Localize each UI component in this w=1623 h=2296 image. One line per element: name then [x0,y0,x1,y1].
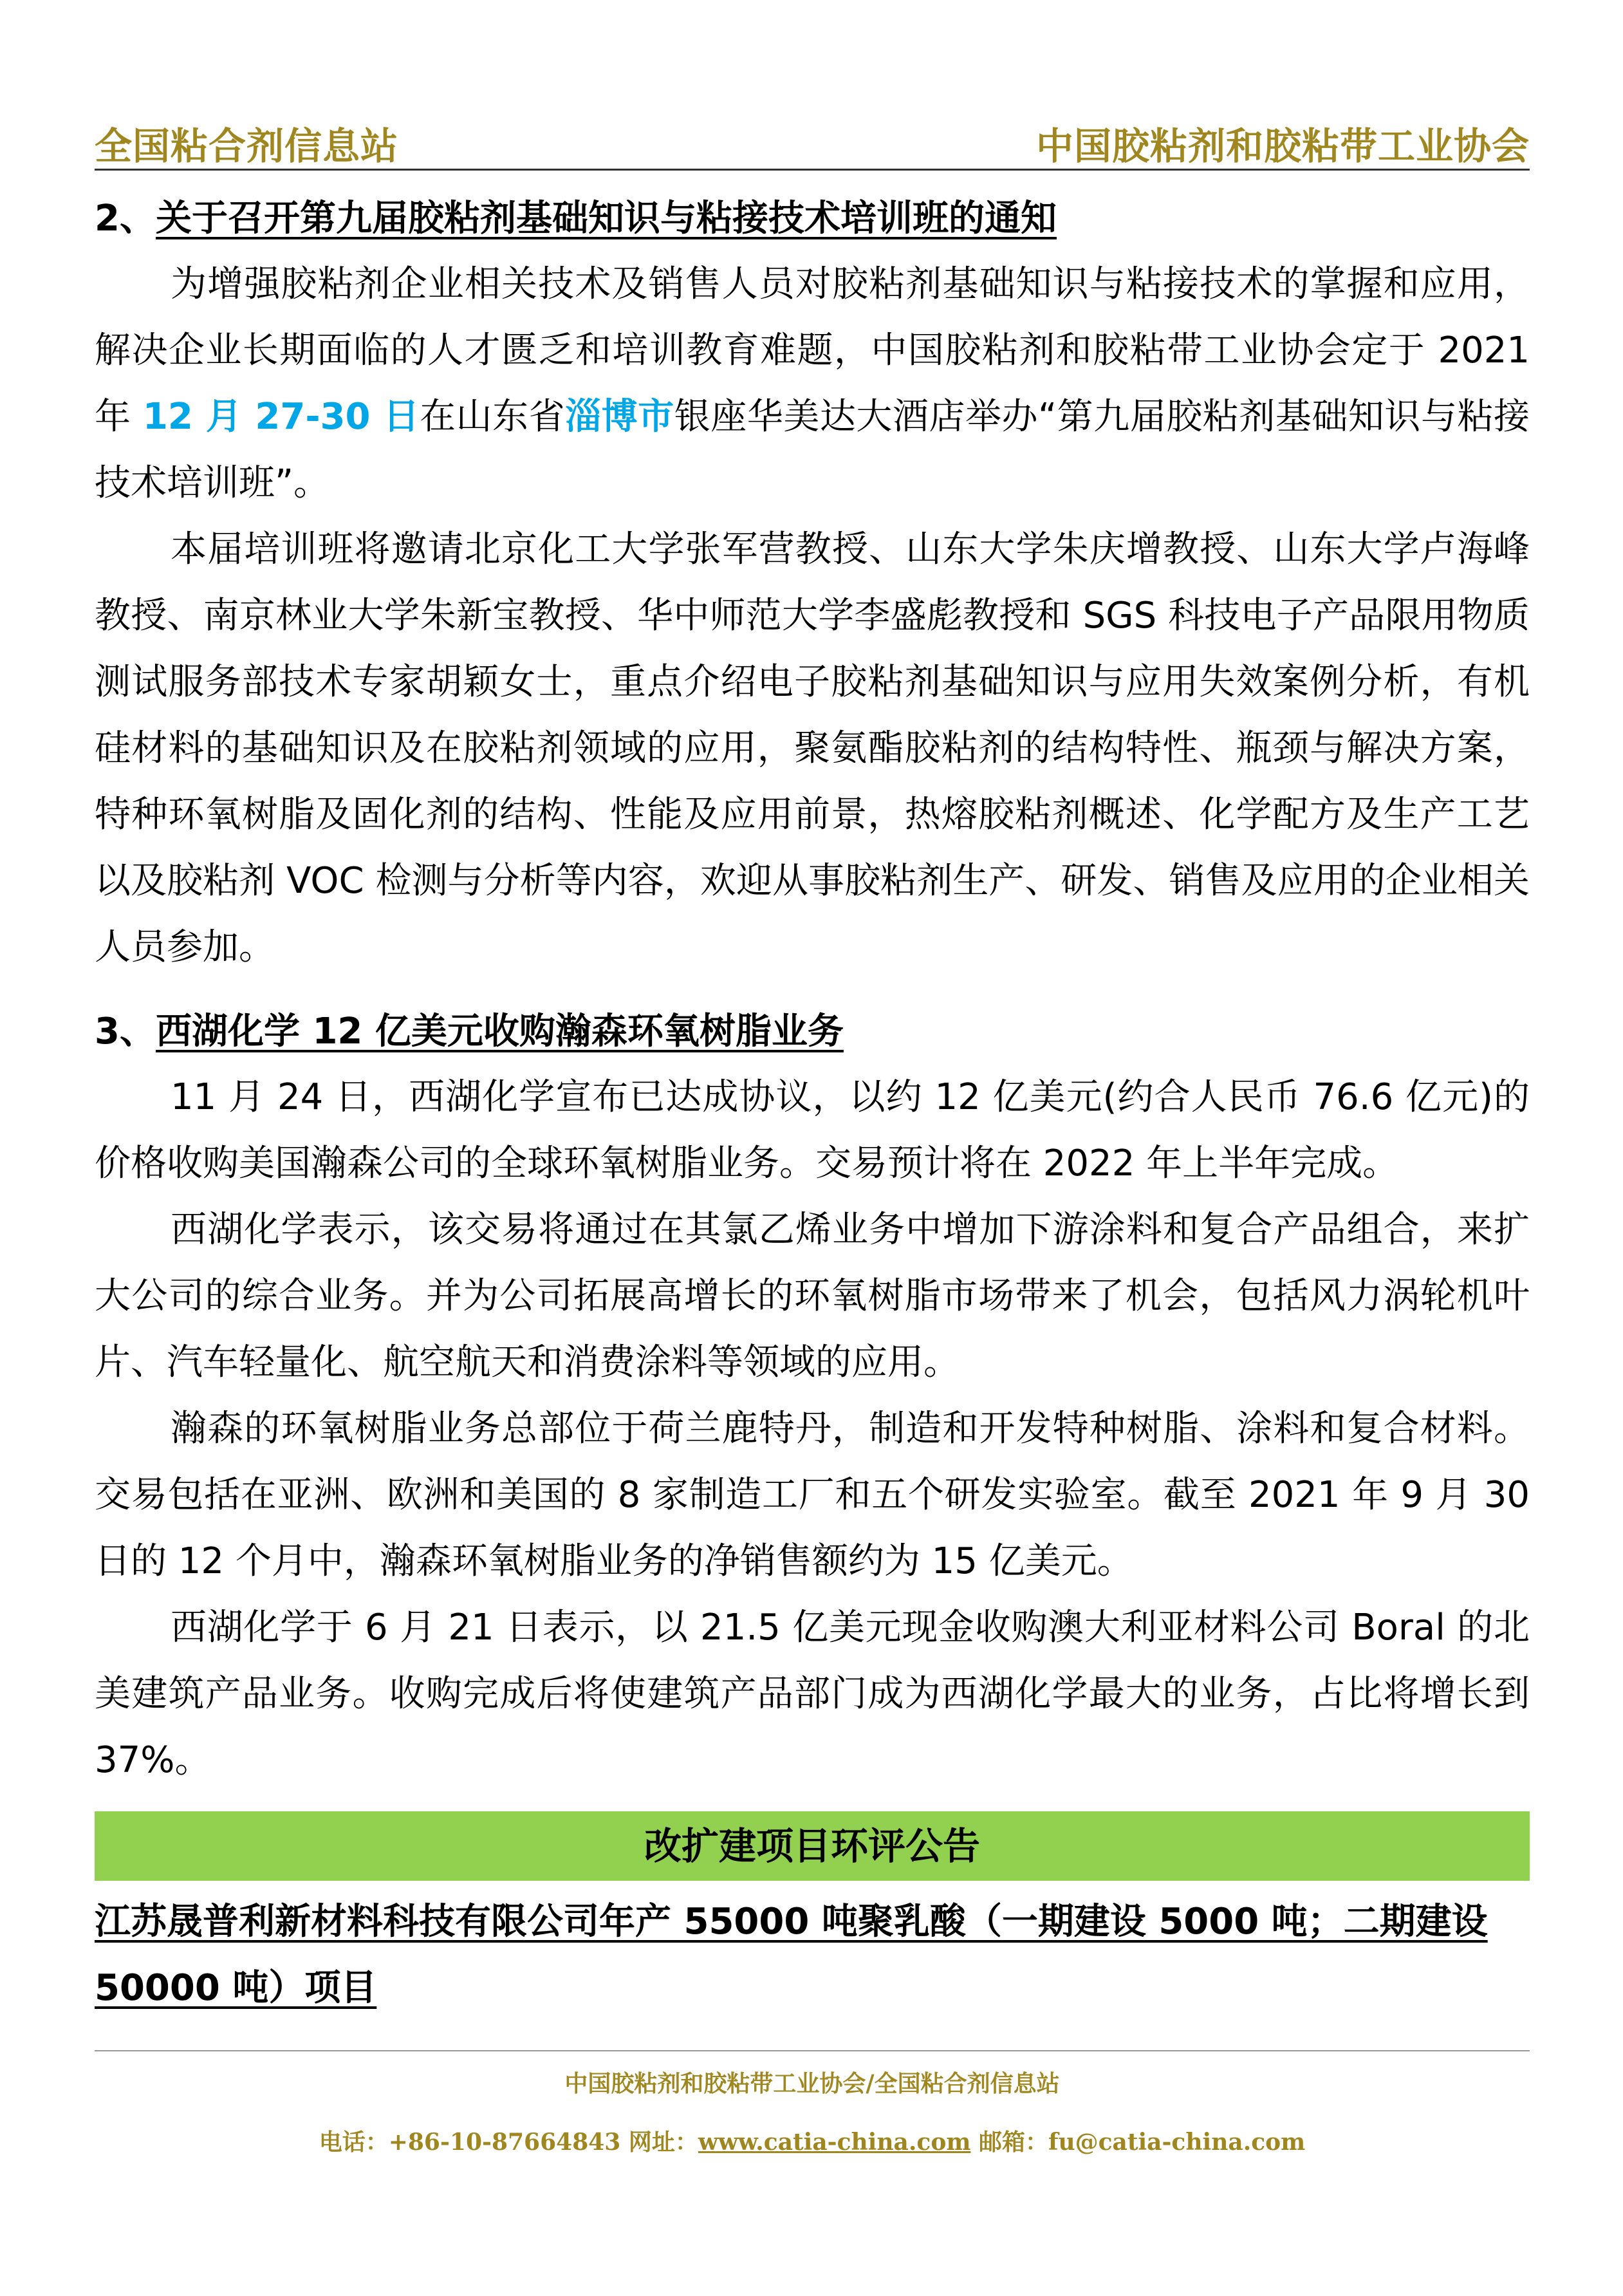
footer-organization: 中国胶粘剂和胶粘带工业协会/全国粘合剂信息站 [564,2070,1060,2097]
section-2-paragraph-2: 本届培训班将邀请北京化工大学张军营教授、山东大学朱庆增教授、山东大学卢海峰教授、南京林业大学朱新宝教授、华中师范大学李盛彪教授和 SGS 科技电子产品限用物质测试服务部技术专家胡颖女士，重点介绍电子胶粘剂基础知识与应用失效案例分析，有机硅材料的基础知识及在胶粘剂领域的应用，聚氨酯胶粘剂的结构特性、瓶颈与解决方案，特种环氧树脂及固化剂的结构、性能及应用前景，热熔胶粘剂概述、化学配方及生产工艺以及胶粘剂 VOC 检测与分析等内容，欢迎从事胶粘剂生产、研发、销售及应用的企业相关人员参加。 [95,528,1530,968]
section-3-paragraph-4: 西湖化学于 6 月 21 日表示，以 21.5 亿美元现金收购澳大利亚材料公司 Boral 的北美建筑产品业务。收购完成后将使建筑产品部门成为西湖化学最大的业务，占比将增长到 37%。 [95,1607,1530,1781]
project-title-text: 江苏晟普利新材料科技有限公司年产 55000 吨聚乳酸（一期建设 5000 吨；二期建设 50000 吨）项目 [95,1901,1488,2009]
section-2-text-a: 为增强胶粘剂企业相关技术及销售人员对胶粘剂基础知识与粘接技术的掌握和应用，解决企业长期面临的人才匮乏和培训教育难题，中国胶粘剂和胶粘带工业协会定于 2021 年 [95,263,1530,438]
section-3-number: 3、 [95,1011,156,1052]
footer-contact [95,2124,1530,2157]
section-gap [95,980,1530,1000]
header-right-title: 中国胶粘剂和胶粘带工业协会 [1035,124,1530,168]
header-left-title: 全国粘合剂信息站 [95,124,399,168]
project-title [95,1889,1530,2021]
training-city: 淄博市 [565,396,674,438]
footer-email: 邮箱：fu@catia-china.com [970,2129,1306,2156]
section-2-number: 2、 [95,198,156,239]
section-3-title: 西湖化学 12 亿美元收购瀚森环氧树脂业务 [155,1011,844,1052]
footer-phone: 电话：+86-10-87664843 网址： [319,2129,698,2156]
section-2-text-c: 银座华美达大酒店举办“第九届胶粘剂基础知识与粘接技术培训班”。 [95,396,1530,504]
section-3-heading [95,1000,1530,1064]
section-3-paragraph-2: 西湖化学表示，该交易将通过在其氯乙烯业务中增加下游涂料和复合产品组合，来扩大公司的综合业务。并为公司拓展高增长的环氧树脂市场带来了机会，包括风力涡轮机叶片、汽车轻量化、航空航天和消费涂料等领域的应用。 [95,1209,1530,1383]
section-2-paragraph-1 [95,251,1530,516]
section-2-title: 关于召开第九届胶粘剂基础知识与粘接技术培训班的通知 [155,198,1057,239]
section-3-paragraph-1: 11 月 24 日，西湖化学宣布已达成协议，以约 12 亿美元(约合人民币 76.6 亿元)的价格收购美国瀚森公司的全球环氧树脂业务。交易预计将在 2022 年上半年完成。 [95,1076,1530,1184]
eia-announcement-banner: 改扩建项目环评公告 [95,1811,1530,1881]
page-header [95,109,1530,171]
section-3-paragraph-3: 瀚森的环氧树脂业务总部位于荷兰鹿特丹，制造和开发特种树脂、涂料和复合材料。交易包括在亚洲、欧洲和美国的 8 家制造工厂和五个研发实验室。截至 2021 年 9 月 30 日的 12 个月中，瀚森环氧树脂业务的净销售额约为 15 亿美元。 [95,1408,1530,1582]
training-date: 12 月 27-30 日 [142,396,420,438]
page-footer [95,2050,1530,2157]
section-2-heading [95,187,1530,251]
page-content [95,187,1530,2021]
footer-website-link[interactable]: www.catia-china.com [698,2129,971,2156]
section-2-text-b: 在山东省 [420,396,566,438]
